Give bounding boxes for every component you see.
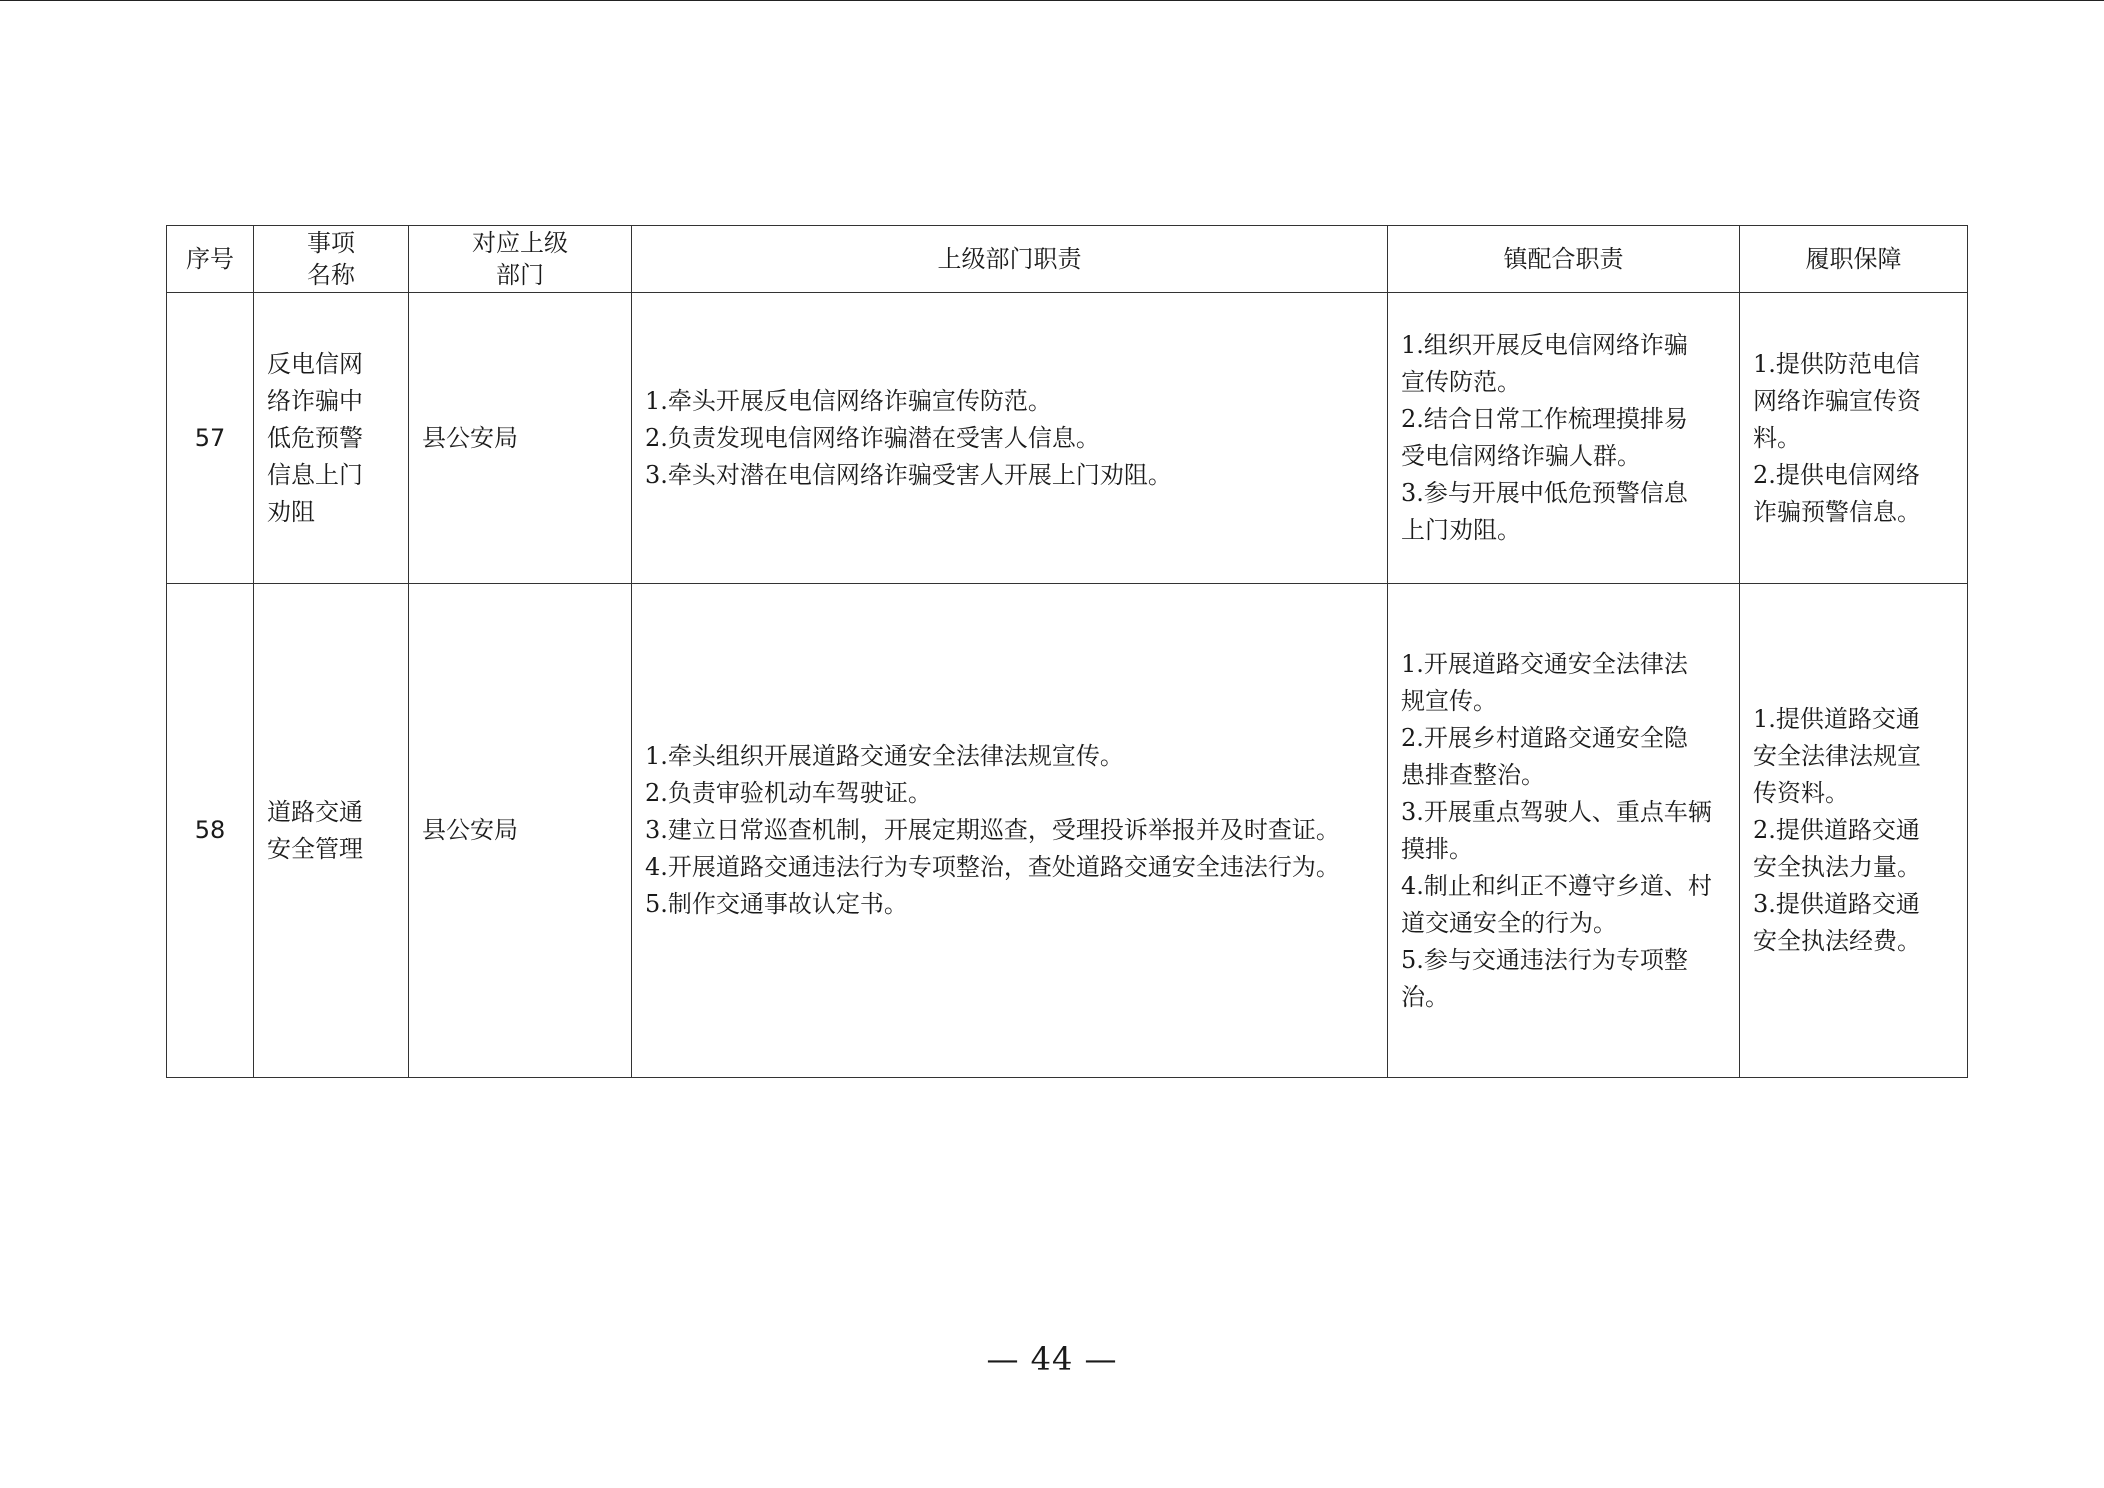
town-duty-line: 道交通安全的行为。 [1401,908,1617,937]
table-row [167,584,1968,1078]
header-upper-dept [409,226,632,293]
town-duty-line: 上门劝阻。 [1401,516,1521,544]
duty-table [166,225,1968,1078]
upper-duty-item: 4.开展道路交通违法行为专项整治，查处道路交通安全违法行为。 [645,853,1340,881]
upper-duty-item: 3.牵头对潜在电信网络诈骗受害人开展上门劝阻。 [645,460,1172,489]
top-border-line [0,0,2104,1]
item-name-line: 道路交通 [267,797,363,826]
item-name-line: 劝阻 [267,497,315,526]
guarantee-line: 1.提供道路交通 [1753,705,1920,733]
town-duty-line: 受电信网络诈骗人群。 [1401,442,1641,470]
row-seq: 58 [167,584,254,1078]
header-guarantee: 履职保障 [1740,226,1968,293]
guarantee-line: 料。 [1753,423,1801,452]
town-duty-line: 摸排。 [1401,834,1473,863]
header-item-name [254,226,409,293]
upper-duty-item: 1.牵头组织开展道路交通安全法律法规宣传。 [645,742,1124,770]
item-name-line: 络诈骗中 [267,386,363,415]
header-town-duty: 镇配合职责 [1388,226,1740,293]
item-name-line: 信息上门 [267,460,363,489]
town-duty-line: 患排查整治。 [1401,760,1545,789]
guarantee-line: 1.提供防范电信 [1753,349,1920,378]
row-upper-duty [632,293,1388,584]
header-dept-line: 部门 [496,261,544,289]
guarantee-line: 安全执法经费。 [1753,927,1921,955]
table-row [167,293,1968,584]
town-duty-line: 规宣传。 [1401,686,1497,715]
town-duty-line: 4.制止和纠正不遵守乡道、村 [1401,871,1712,900]
town-duty-line: 3.参与开展中低危预警信息 [1401,479,1688,507]
upper-duty-item: 2.负责审验机动车驾驶证。 [645,779,932,807]
guarantee-line: 2.提供道路交通 [1753,816,1920,844]
header-item-line: 事项 [307,229,355,257]
guarantee-line: 2.提供电信网络 [1753,460,1920,489]
town-duty-line: 1.开展道路交通安全法律法 [1401,649,1688,678]
town-duty-line: 2.结合日常工作梳理摸排易 [1401,405,1688,433]
upper-duty-item: 3.建立日常巡查机制，开展定期巡查，受理投诉举报并及时查证。 [645,816,1340,844]
row-town-duty [1388,293,1740,584]
header-item-line: 名称 [307,261,355,289]
town-duty-line: 5.参与交通违法行为专项整 [1401,945,1688,974]
town-duty-line: 宣传防范。 [1401,368,1521,396]
guarantee-line: 网络诈骗宣传资 [1753,386,1921,415]
row-seq: 57 [167,293,254,584]
table-header-row [167,226,1968,293]
town-duty-line: 2.开展乡村道路交通安全隐 [1401,723,1688,752]
item-name-line: 安全管理 [267,834,363,863]
upper-duty-item: 5.制作交通事故认定书。 [645,890,908,918]
header-seq: 序号 [167,226,254,293]
town-duty-line: 3.开展重点驾驶人、重点车辆 [1401,797,1712,826]
guarantee-line: 3.提供道路交通 [1753,890,1920,918]
page-number: — 44 — [986,1340,1118,1378]
row-upper-duty [632,584,1388,1078]
row-item-name [254,293,409,584]
upper-duty-item: 2.负责发现电信网络诈骗潜在受害人信息。 [645,423,1100,452]
guarantee-line: 传资料。 [1753,779,1849,807]
row-dept: 县公安局 [409,584,632,1078]
town-duty-line: 1.组织开展反电信网络诈骗 [1401,331,1688,359]
guarantee-line: 安全执法力量。 [1753,853,1921,881]
upper-duty-item: 1.牵头开展反电信网络诈骗宣传防范。 [645,386,1052,415]
row-dept: 县公安局 [409,293,632,584]
town-duty-line: 治。 [1401,982,1449,1011]
header-upper-duty: 上级部门职责 [632,226,1388,293]
item-name-line: 反电信网 [267,349,363,378]
row-item-name [254,584,409,1078]
row-guarantee [1740,584,1968,1078]
guarantee-line: 诈骗预警信息。 [1753,497,1921,526]
row-guarantee [1740,293,1968,584]
guarantee-line: 安全法律法规宣 [1753,742,1921,770]
header-dept-line: 对应上级 [472,229,568,257]
item-name-line: 低危预警 [267,423,363,452]
row-town-duty [1388,584,1740,1078]
